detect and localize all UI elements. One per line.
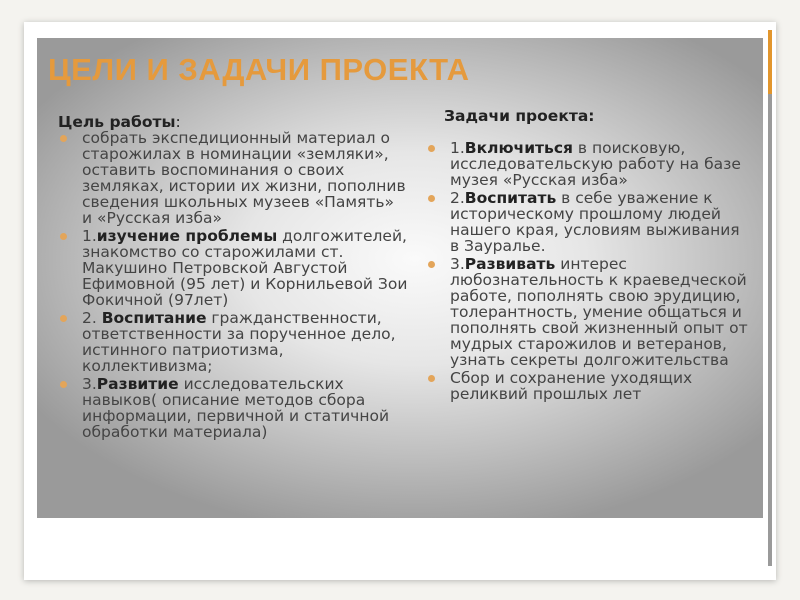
item-text: долгожителей, знакомство со старожилами ст. Макушино Петровской Августой Ефимовной (95 лет) и Корнильевой Зои Фокичной (97лет) <box>82 227 408 309</box>
item-number: 3. <box>450 255 465 273</box>
goal-item <box>58 376 408 440</box>
goal-column <box>58 114 408 442</box>
goal-item <box>58 310 408 374</box>
item-keyword: Воспитать <box>464 189 557 207</box>
item-keyword: Развитие <box>96 375 179 393</box>
task-item <box>426 140 748 188</box>
goal-heading-colon: : <box>175 113 181 131</box>
slide-title: ЦЕЛИ И ЗАДАЧИ ПРОЕКТА <box>48 52 470 87</box>
task-item <box>426 256 748 368</box>
accent-bar <box>768 30 772 566</box>
item-text: Сбор и сохранение уходящих реликвий прошлых лет <box>450 369 693 403</box>
item-text: гражданственности, ответственности за порученное дело, истинного патриотизма, коллективизма; <box>82 309 396 375</box>
goal-list <box>58 130 408 440</box>
item-number: 2. <box>450 189 465 207</box>
goal-heading <box>58 114 408 130</box>
item-text: в себе уважение к историческому прошлому людей нашего края, условиям выживания в Зауралье. <box>450 189 740 255</box>
tasks-list <box>426 140 748 402</box>
item-number: 2. <box>82 309 102 327</box>
goal-item <box>58 130 408 226</box>
goal-item <box>58 228 408 308</box>
item-text: интерес любознательность к краеведческой работе, пополнять свою эрудицию, толерантность, умение общаться и пополнять свой жизненный опыт от мудрых старожилов и ветеранов, узнать секреты долгожительства <box>450 255 748 369</box>
accent-bar-orange <box>768 30 772 94</box>
item-keyword: Воспитание <box>101 309 207 327</box>
item-text: исследовательских навыков( описание методов сбора информации, первичной и статичной обработки материала) <box>82 375 390 441</box>
goal-heading-label: Цель работы <box>58 113 176 131</box>
item-text: в поисковую, исследовательскую работу на базе музея «Русская изба» <box>450 139 741 189</box>
item-number: 1. <box>450 139 465 157</box>
tasks-column <box>426 108 748 404</box>
task-item <box>426 190 748 254</box>
item-keyword: изучение проблемы <box>96 227 278 245</box>
task-item <box>426 370 748 402</box>
item-text: собрать экспедиционный материал о старожилах в номинации «земляки», оставить воспоминания о своих земляках, истории их жизни, пополнив сведения школьных музеев «Память» и «Русская изба» <box>82 129 406 227</box>
item-keyword: Включиться <box>464 139 573 157</box>
tasks-heading: Задачи проекта: <box>444 107 595 125</box>
item-number: 1. <box>82 227 97 245</box>
item-number: 3. <box>82 375 97 393</box>
item-keyword: Развивать <box>464 255 556 273</box>
accent-bar-gray <box>768 94 772 566</box>
